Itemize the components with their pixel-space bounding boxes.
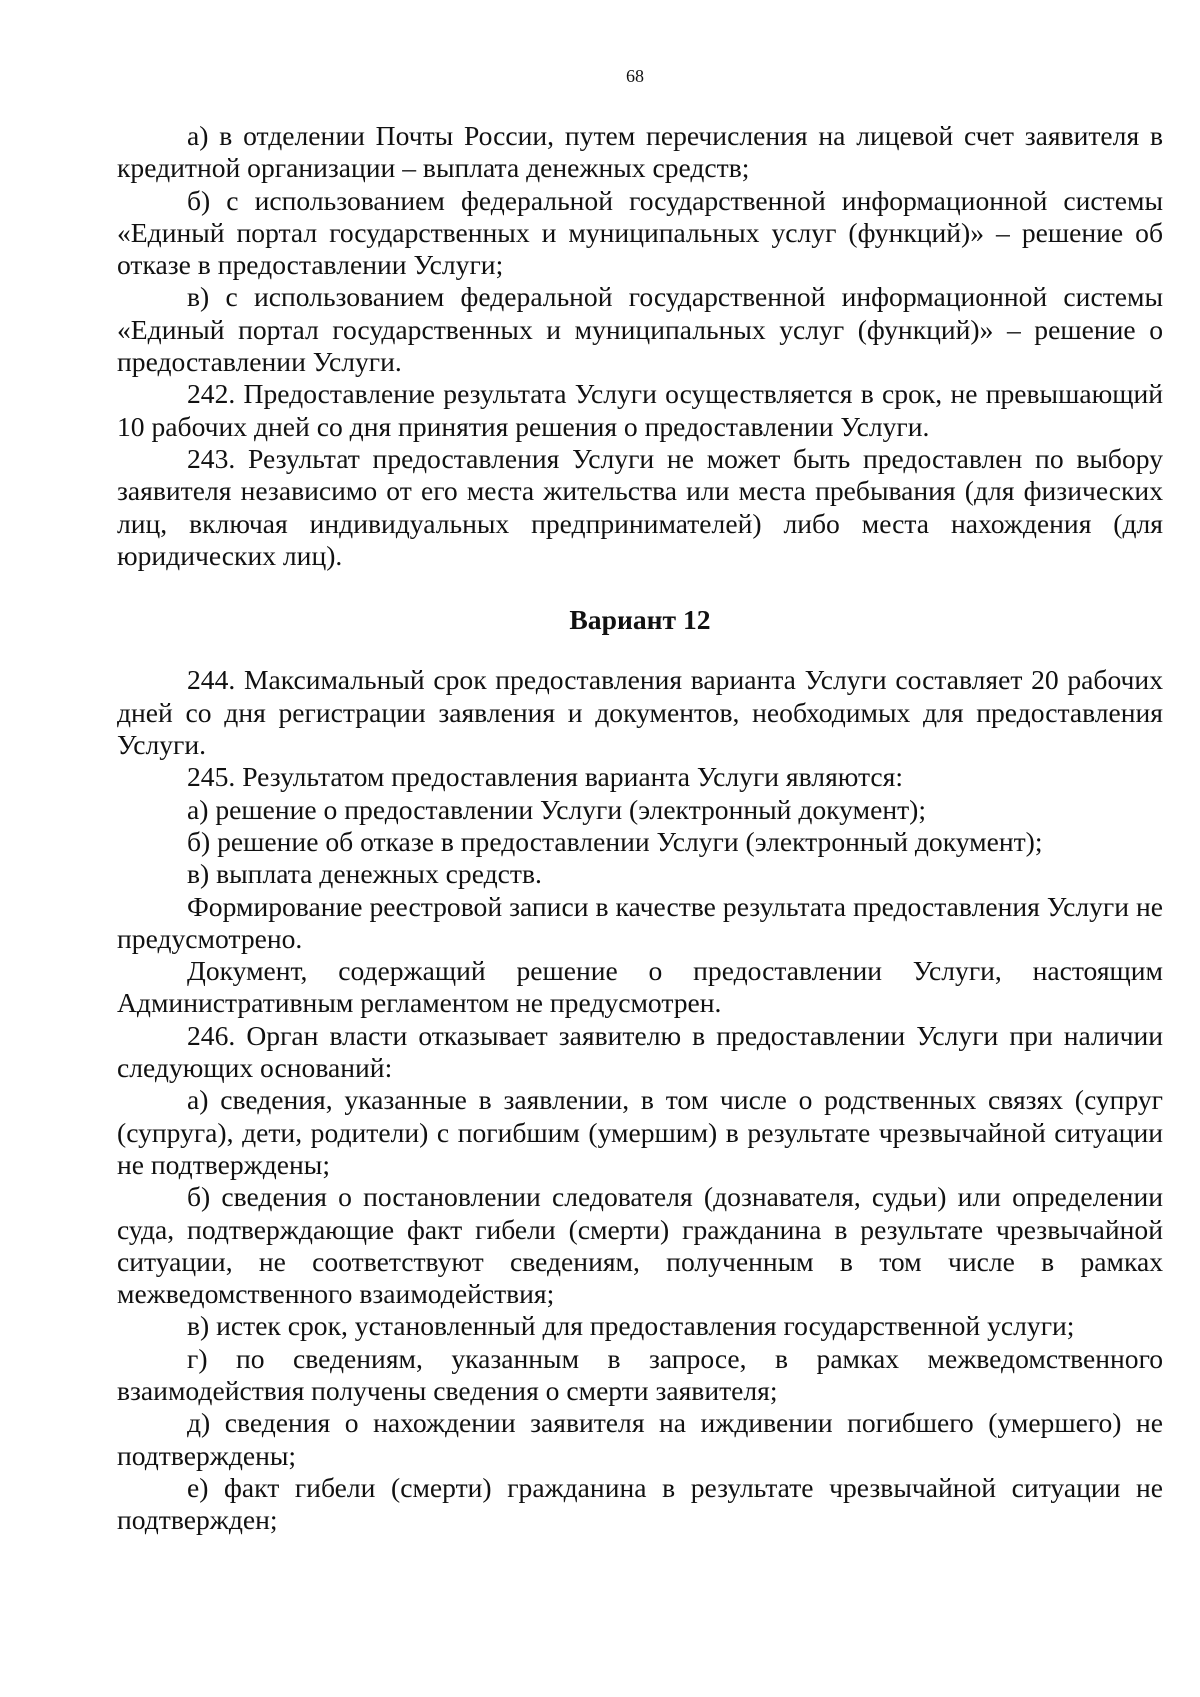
paragraph-246-item-e: е) факт гибели (смерти) гражданина в результате чрезвычайной ситуации не подтвержден; bbox=[117, 1471, 1163, 1536]
paragraph-243: 243. Результат предоставления Услуги не может быть предоставлен по выбору заявителя независимо от его места жительства или места пребывания (для физических лиц, включая индивидуальных предпринимателей) либо места нахождения (для юридических лиц). bbox=[117, 442, 1163, 571]
paragraph-item-v-portal-decision: в) с использованием федеральной государственной информационной системы «Единый портал государственных и муниципальных услуг (функций)» – решение о предоставлении Услуги. bbox=[117, 281, 1163, 378]
page-number: 68 bbox=[626, 66, 644, 86]
paragraph-242: 242. Предоставление результата Услуги осуществляется в срок, не превышающий 10 рабочих дней со дня принятия решения о предоставлении Услуги. bbox=[117, 378, 1163, 442]
paragraph-item-b-portal-refusal: б) с использованием федеральной государственной информационной системы «Единый портал государственных и муниципальных услуг (функций)» – решение об отказе в предоставлении Услуги; bbox=[117, 184, 1163, 281]
paragraph-245-item-a: а) решение о предоставлении Услуги (электронный документ); bbox=[187, 793, 927, 825]
paragraph-item-a-post: а) в отделении Почты России, путем перечисления на лицевой счет заявителя в кредитной организации – выплата денежных средств; bbox=[117, 120, 1163, 184]
paragraph-245-item-v: в) выплата денежных средств. bbox=[187, 858, 542, 890]
paragraph-registry-record: Формирование реестровой записи в качестве результата предоставления Услуги не предусмотрено. bbox=[117, 890, 1163, 954]
paragraph-246-item-b: б) сведения о постановлении следователя (дознавателя, судьи) или определении суда, подтверждающие факт гибели (смерти) гражданина в результате чрезвычайной ситуации, не соответствуют сведениям, полученным в том числе в рамках межведомственного взаимодействия; bbox=[117, 1181, 1163, 1310]
paragraph-246-item-a: а) сведения, указанные в заявлении, в том числе о родственных связях (супруг (супруга), дети, родители) с погибшим (умершим) в результате чрезвычайной ситуации не подтверждены; bbox=[117, 1084, 1163, 1180]
section-heading: Вариант 12 bbox=[569, 604, 711, 636]
paragraph-246-item-v: в) истек срок, установленный для предоставления государственной услуги; bbox=[187, 1310, 1075, 1342]
paragraph-244: 244. Максимальный срок предоставления варианта Услуги составляет 20 рабочих дней со дня регистрации заявления и документов, необходимых для предоставления Услуги. bbox=[117, 664, 1163, 761]
paragraph-245: 245. Результатом предоставления варианта Услуги являются: bbox=[187, 761, 904, 793]
paragraph-245-item-b: б) решение об отказе в предоставлении Услуги (электронный документ); bbox=[187, 825, 1043, 857]
document-body bbox=[117, 120, 1163, 1536]
paragraph-246-item-d: д) сведения о нахождении заявителя на иждивении погибшего (умершего) не подтверждены; bbox=[117, 1407, 1163, 1471]
paragraph-246: 246. Орган власти отказывает заявителю в предоставлении Услуги при наличии следующих оснований: bbox=[117, 1019, 1163, 1084]
paragraph-decision-document: Документ, содержащий решение о предоставлении Услуги, настоящим Административным регламентом не предусмотрен. bbox=[117, 955, 1163, 1019]
paragraph-246-item-g: г) по сведениям, указанным в запросе, в рамках межведомственного взаимодействия получены сведения о смерти заявителя; bbox=[117, 1342, 1163, 1406]
